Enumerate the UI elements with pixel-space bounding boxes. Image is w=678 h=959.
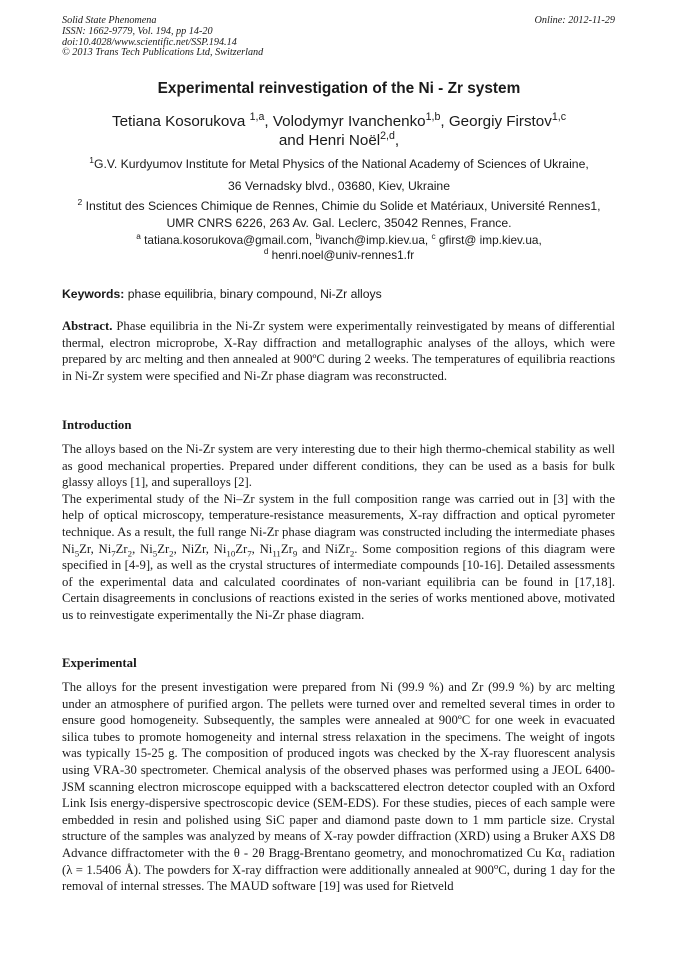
subscript: 7: [111, 548, 116, 559]
abstract: [62, 318, 615, 384]
text-run: The alloys for the present investigation were prepared from Ni (99.9 %) and Zr (99.9 %) by arc melting under an atmosphere of purified argon. The pellets were turned over and remelted several times in order to ensure good homogeneity. Subsequently, the samples were annealed at 900ºC for one week in evacuated silica tubes to promote homogeneity and internal stress relaxation in the specimens. The weight of ingots was typically 15-25 g. The composition of produced ingots was checked by the X-ray fluorescent analysis using VRA-30 spectrometer. Chemical analysis of the observed phases was performed using a JEOL 6400-JSM scanning electron microscope equipped with a backscattered electron detector coupled with an Oxford Link Isis energy-dispersive spectroscopic device (SEM-EDS). For these studies, pieces of each sample were embedded in resin and polished using SiC paper and diamond paste down to 1 mm particle size. Crystal structure of the samples was analyzed by means of X-ray powder diffraction (XRD) using a Bruker AXS D8 Advance diffractometer with the θ - 2θ Bragg-Brentano geometry, and monochromatized Cu Kα: [62, 680, 615, 860]
email-link[interactable]: gfirst@ imp.kiev.ua,: [435, 233, 542, 247]
affil-line: Institut des Sciences Chimique de Rennes, Chimie du Solide et Matériaux, Université Rennes1,: [82, 199, 601, 213]
journal-copyright: © 2013 Trans Tech Publications Ltd, Switzerland: [62, 47, 264, 59]
author-affil-mark: 1,c: [551, 110, 567, 123]
email-mark: d: [263, 247, 269, 257]
subscript: 7: [247, 548, 252, 559]
text-run: C, during 1 day for the removal of internal stresses. The MAUD software [19] was used for Rietveld: [62, 862, 616, 894]
keywords-label: Keywords:: [62, 287, 125, 301]
subscript: 5: [152, 548, 158, 559]
journal-header: [62, 16, 615, 59]
text-run: . Some composition regions of this diagram were specified in [4-9], as well as the crystal structures of intermediate compounds [10-16]. Detailed assessments of the experimental data and calculated coordinates of non-variant equilibria can be found in [17,18]. Certain disagreements in conclusions of reactions existed in the series of works mentioned above, motivated us to reinvestigate experimentally the Ni-Zr phase diagram.: [62, 541, 616, 622]
affiliation-1: [62, 156, 616, 199]
subscript: 2: [127, 548, 133, 559]
subscript: 5: [74, 548, 80, 559]
author-list: [62, 112, 616, 150]
section-heading-introduction: Introduction: [62, 418, 132, 432]
email-list: [62, 233, 616, 263]
text-run: Zr, Ni: [79, 541, 112, 556]
keywords: [62, 287, 616, 301]
keywords-text: phase equilibria, binary compound, Ni-Zr alloys: [124, 287, 382, 301]
introduction-body: [62, 441, 615, 624]
subscript: 1: [561, 852, 566, 863]
text-run: , Ni: [251, 541, 273, 556]
text-run: Zr: [157, 541, 170, 556]
author-affil-mark: 1,a: [249, 110, 265, 123]
section-heading-experimental: Experimental: [62, 656, 137, 670]
subscript: 11: [272, 548, 281, 559]
email-mark: c: [431, 232, 436, 242]
subscript: 9: [292, 548, 298, 559]
text-run: radiation (λ = 1.5406 Å). The powders for X-ray diffraction were additionally annealed at 900: [62, 845, 615, 877]
subscript: 10: [226, 548, 236, 559]
affil-line: 36 Vernadsky blvd., 03680, Kiev, Ukraine: [228, 179, 450, 193]
email-link[interactable]: tatiana.kosorukova@gmail.com,: [140, 233, 316, 247]
paragraph: The alloys based on the Ni-Zr system are very interesting due to their high thermo-chemical stability as well as good mechanical properties. Prepared under different conditions, they can be used as a basis for bulk glassy alloys [1], and superalloys [2].: [62, 442, 615, 490]
email-mark: a: [136, 232, 141, 242]
journal-name: Solid State Phenomena: [62, 15, 157, 26]
paragraph: [62, 491, 615, 624]
author-name: , Georgiy Firstov: [440, 113, 552, 130]
superscript: o: [493, 860, 499, 871]
abstract-text: Phase equilibria in the Ni-Zr system were experimentally reinvestigated by means of differential thermal, electron microprobe, X-Ray diffraction and metallographic analyses of the alloys, which were prepared by arc melting and then annealed at 900ºC during 2 weeks. The temperatures of equilibria reactions in Ni-Zr system were specified and Ni-Zr phase diagram was reconstructed.: [62, 319, 615, 383]
online-date: Online: 2012-11-29: [534, 15, 615, 26]
email-mark: b: [315, 232, 321, 242]
affil-line: UMR CNRS 6226, 263 Av. Gal. Leclerc, 35042 Rennes, France.: [166, 216, 512, 230]
affiliation-2: [62, 198, 616, 232]
text-run: , NiZr, Ni: [173, 541, 227, 556]
paragraph: [62, 679, 615, 895]
author-name: , Volodymyr Ivanchenko: [264, 113, 426, 130]
experimental-body: [62, 679, 615, 895]
text-run: Zr: [115, 541, 128, 556]
text-run: , Ni: [132, 541, 153, 556]
subscript: 2: [169, 548, 174, 559]
journal-doi: doi:10.4028/www.scientific.net/SSP.194.14: [62, 36, 237, 48]
paper-title: Experimental reinvestigation of the Ni - Zr system: [157, 80, 521, 97]
subscript: 2: [349, 548, 355, 559]
text-run: The experimental study of the Ni–Zr system in the full composition range was carried out in [3] with the help of optical microscopy, temperature-resistance measurements, X-ray diffraction and optical pyrometer technique. As a result, the full range Ni-Zr phase diagram was constructed including the intermediate phases Ni: [62, 491, 615, 556]
author-name: Tetiana Kosorukova: [111, 113, 250, 130]
affil-number: 1: [89, 154, 94, 165]
journal-issn: ISSN: 1662-9779, Vol. 194, pp 14-20: [62, 25, 213, 37]
text-run: Zr: [280, 541, 293, 556]
author-name: and Henri Noël: [278, 132, 381, 149]
abstract-label: Abstract.: [62, 319, 113, 333]
email-link[interactable]: ivanch@imp.kiev.ua,: [320, 233, 432, 247]
affil-number: 2: [77, 196, 83, 207]
author-affil-mark: 1,b: [425, 110, 441, 123]
author-affil-mark: 2,d: [380, 129, 395, 142]
author-punct: ,: [394, 132, 400, 149]
email-link[interactable]: henri.noel@univ-rennes1.fr: [268, 248, 415, 262]
affil-line: G.V. Kurdyumov Institute for Metal Physics of the National Academy of Sciences of Ukraine,: [94, 157, 589, 171]
text-run: and NiZr: [297, 541, 350, 556]
text-run: Zr: [235, 541, 248, 556]
